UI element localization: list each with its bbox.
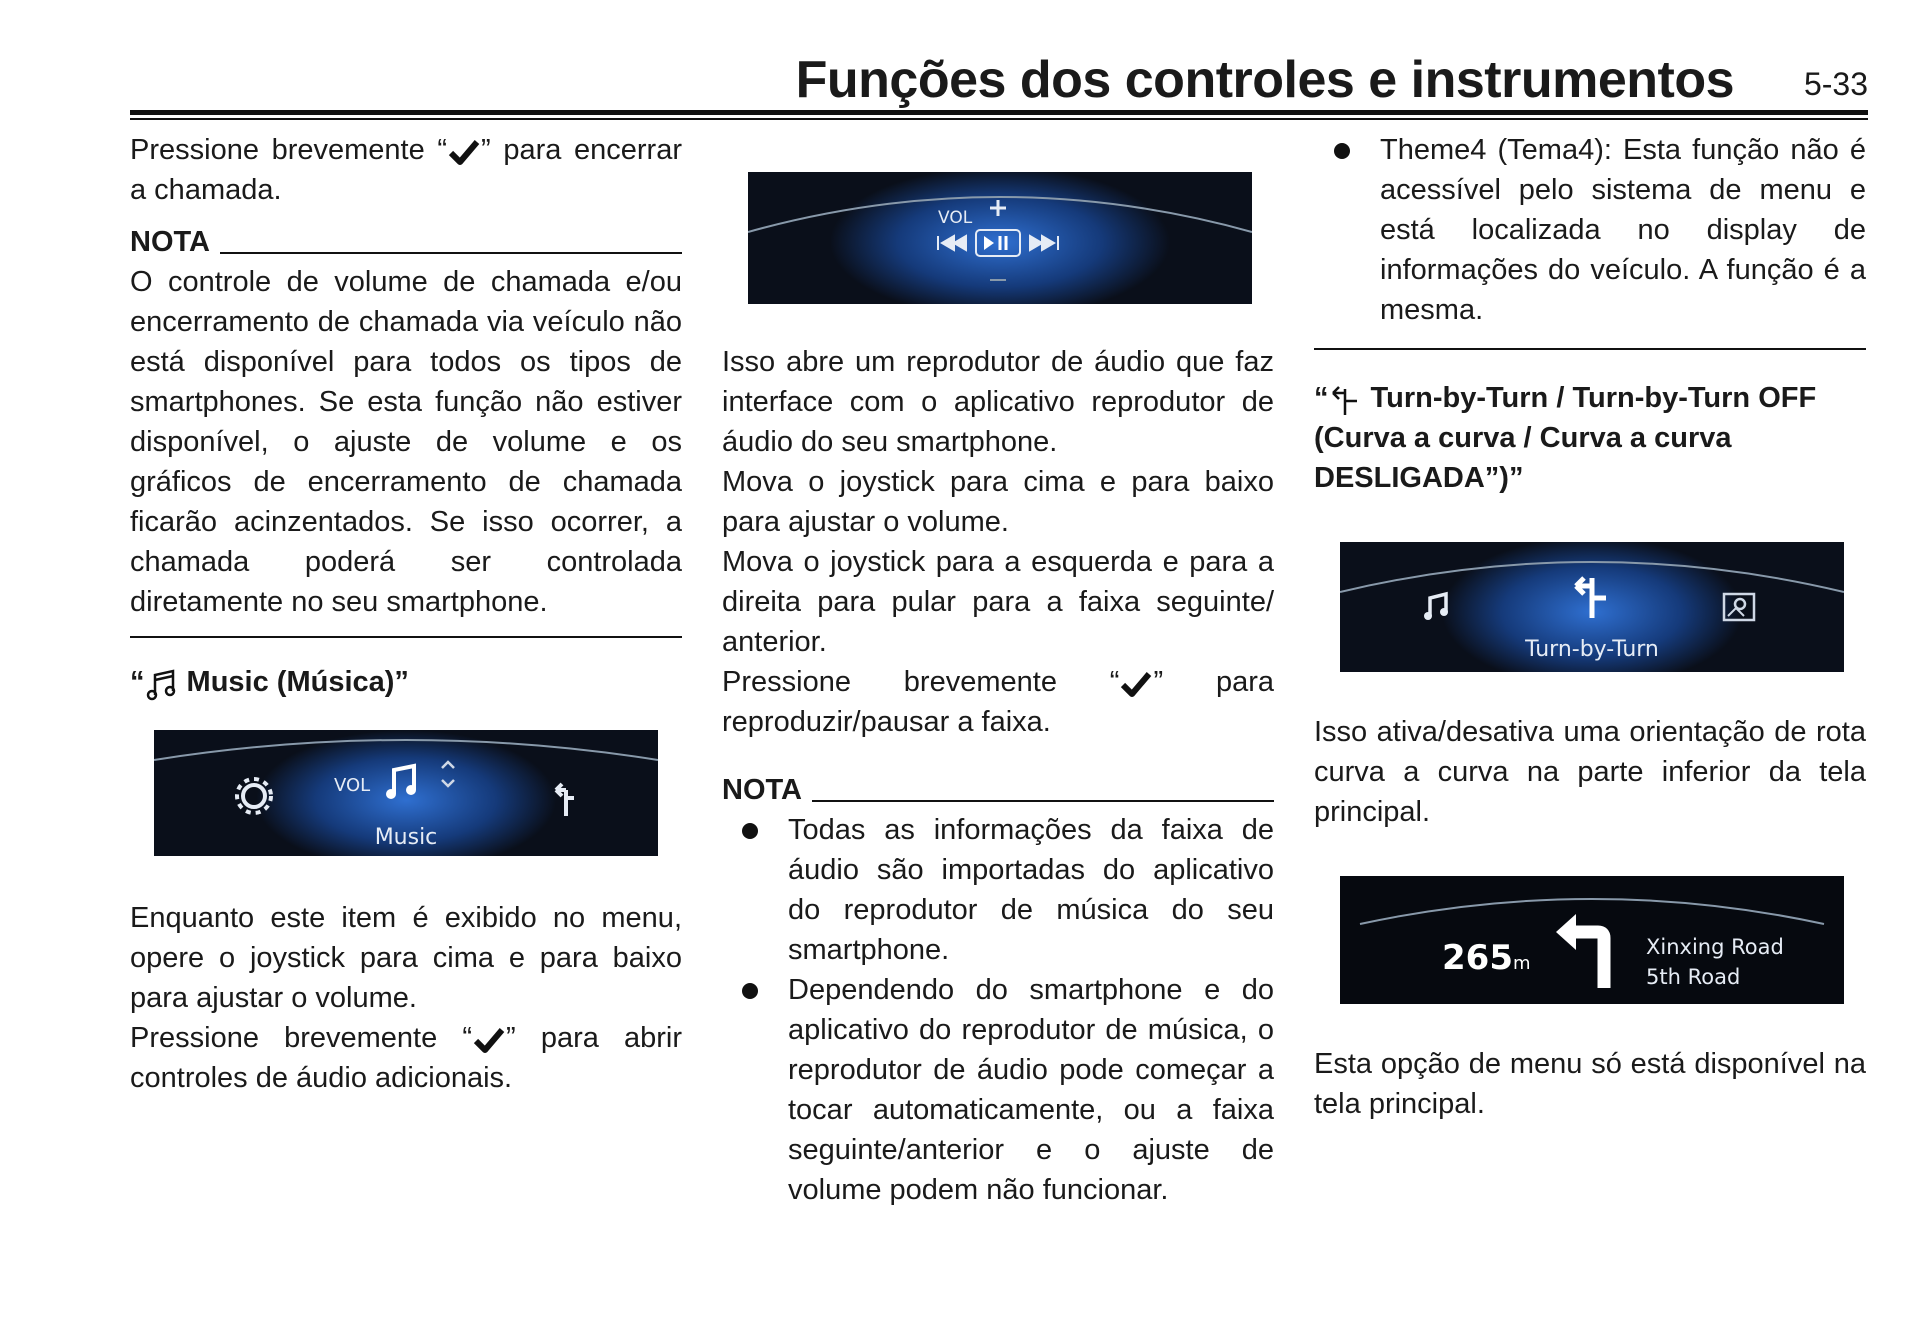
note-text: O controle de volume de chamada e/ou encerramento de chamada via veículo não está disponível para todos os tipos de smartphones. Se esta função não estiver disponível, o ajuste de volume e os gráficos de encerramento de chamada ficarão acinzentados. Se isso ocorrer, a chamada poderá ser controlada diretamente no seu smartphone.: [130, 266, 682, 618]
paragraph-end-call: Pressione brevemente “ ” para encerrar a chamada.: [130, 134, 682, 206]
column-right: [1314, 130, 1866, 1124]
paragraph-skip: Mova o joystick para a esquerda e para a direita para pular para a faixa seguinte/ anterior.: [722, 546, 1274, 658]
road-names: [1646, 932, 1784, 992]
page-title: Funções dos controles e instrumentos: [795, 51, 1734, 109]
music-menu-screen: [154, 730, 658, 856]
divider: [1314, 348, 1866, 350]
column-left: [130, 130, 682, 1098]
note-heading: NOTA: [722, 770, 1274, 810]
music-heading: “ Music (Música)”: [130, 662, 682, 702]
vol-label: VOL: [938, 208, 973, 228]
theme-bullets: [1314, 130, 1866, 330]
list-item: Todas as informações da faixa de áudio são importadas do aplicativo do reprodutor de música do seu smartphone.: [722, 810, 1274, 970]
checkmark-icon: [447, 137, 481, 167]
turn-by-turn-caption: Turn-by-Turn: [1525, 637, 1659, 662]
paragraph-volume: Mova o joystick para cima e para baixo para ajustar o volume.: [722, 466, 1274, 538]
page-header: [130, 44, 1868, 120]
note-heading: NOTA: [130, 222, 682, 262]
road-line-2: 5th Road: [1646, 965, 1741, 989]
list-item: Dependendo do smartphone e do aplicativo do reprodutor de música, o reprodutor de áudio pode começar a tocar automaticamente, ou a faixa seguinte/anterior e o ajuste de volume podem não funcionar.: [722, 970, 1274, 1210]
divider: [130, 636, 682, 638]
checkmark-icon: [1119, 669, 1153, 699]
paragraph-availability: Esta opção de menu só está disponível na tela principal.: [1314, 1048, 1866, 1120]
turn-arrow-icon: [1329, 383, 1363, 417]
music-caption: Music: [374, 825, 438, 850]
turn-by-turn-heading: “ Turn-by-Turn / Turn-by-Turn OFF (Curva a curva / Curva a curva DESLIGADA”)”: [1314, 382, 1817, 494]
distance-unit: m: [1512, 953, 1531, 974]
turn-by-turn-screen: [1340, 542, 1844, 672]
paragraph-play-pause: Pressione brevemente “ ” para reproduzir/pausar a faixa.: [722, 666, 1274, 738]
music-note-icon: [145, 667, 179, 701]
checkmark-icon: [472, 1025, 506, 1055]
distance-value: 265m: [1442, 938, 1531, 978]
navigation-screen: [1340, 876, 1844, 1004]
list-item: Theme4 (Tema4): Esta função não é acessível pelo sistema de menu e está localizada no display de informações do veículo. A função é a mesma.: [1314, 130, 1866, 330]
paragraph-volume: Enquanto este item é exibido no menu, opere o joystick para cima e para baixo para ajustar o volume.: [130, 902, 682, 1014]
paragraph-turn-by-turn: Isso ativa/desativa uma orientação de rota curva a curva na parte inferior da tela principal.: [1314, 716, 1866, 828]
note-bullets: [722, 810, 1274, 1210]
column-middle: [722, 130, 1274, 1210]
road-line-1: Xinxing Road: [1646, 935, 1784, 959]
page-number: 5-33: [1803, 66, 1868, 102]
audio-player-screen: [748, 172, 1252, 304]
vol-label: VOL: [334, 775, 371, 796]
paragraph-open-controls: Pressione brevemente “ ” para abrir controles de áudio adicionais.: [130, 1022, 683, 1094]
header-rule-thin: [130, 118, 1868, 120]
paragraph-player: Isso abre um reprodutor de áudio que faz interface com o aplicativo reprodutor de áudio do seu smartphone.: [722, 346, 1274, 458]
header-rule: [130, 110, 1868, 115]
